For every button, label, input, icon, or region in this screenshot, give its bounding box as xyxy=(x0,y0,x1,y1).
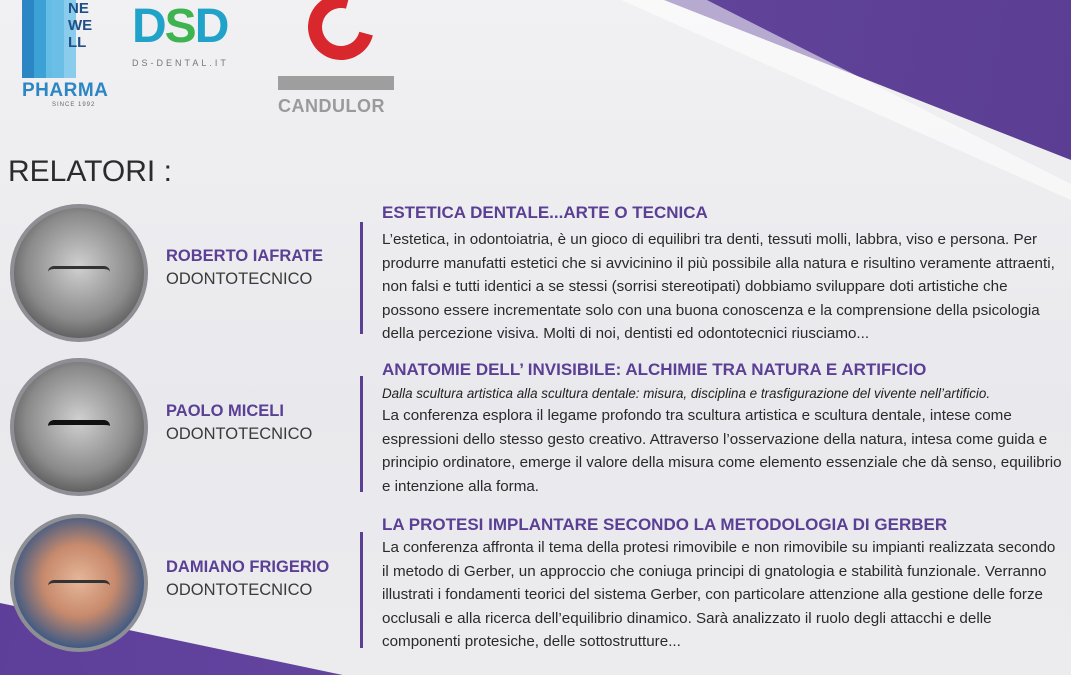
speaker-divider xyxy=(360,376,363,492)
talk-title: ESTETICA DENTALE...ARTE O TECNICA xyxy=(382,203,708,222)
newell-logo-letters: NE WE LL xyxy=(68,0,93,51)
speaker-role: ODONTOTECNICO xyxy=(166,270,313,288)
talk-body: La conferenza affronta il tema della protesi rimovibile e non rimovibile su impianti realizzata secondo il metodo di Gerber, un approccio che coniuga principi di gnatologia e stabilità funzionale. Verranno illustrati i fondamenti teorici del sistema Gerber, con particolare attenzione alla gestione delle forze occlusali e alla ricerca dell’equilibrio dinamico. Sarà analizzato il ruolo degli attacchi e delle componenti protesiche, delle sottostrutture... xyxy=(382,539,1056,650)
speaker-name: DAMIANO FRIGERIO xyxy=(166,558,330,576)
newell-logo-since: SINCE 1992 xyxy=(52,102,96,108)
speaker-photo xyxy=(10,204,148,342)
talk-title: LA PROTESI IMPLANTARE SECONDO LA METODOLOGIA DI GERBER xyxy=(382,515,948,534)
talk-subtitle: Dalla scultura artistica alla scultura dentale: misura, disciplina e trasfigurazione del vivente nell’artificio. xyxy=(382,386,991,401)
dsd-logo-mark: DSD xyxy=(132,0,228,53)
newell-pharma-logo xyxy=(22,0,109,112)
speaker-name: PAOLO MICELI xyxy=(166,402,284,420)
speaker-name: ROBERTO IAFRATE xyxy=(166,247,324,265)
speaker-role: ODONTOTECNICO xyxy=(166,581,313,599)
dsd-logo-url: DS-DENTAL.IT xyxy=(132,58,229,68)
speaker-role: ODONTOTECNICO xyxy=(166,425,313,443)
talk-body: L’estetica, in odontoiatria, è un gioco di equilibri tra denti, tessuti molli, labbra, viso e persona. Per produrre manufatti estetici che si avvicinino il più possibile alla natura e risultino veramente attraenti, non falsi e tutti identici a se stessi (sorrisi stereotipati) dobbiamo sviluppare doti artistiche che possono essere incrementate solo con una buona conoscenza e la comprensione della psicologia della percezione visiva. Molti di noi, dentisti ed odontotecnici riusciamo... xyxy=(382,231,1055,342)
talk-title: ANATOMIE DELL’ INVISIBILE: ALCHIMIE TRA NATURA E ARTIFICIO xyxy=(382,360,927,379)
candulor-c-mark xyxy=(296,0,386,72)
talk-body: La conferenza esplora il legame profondo tra scultura artistica e scultura dentale, intese come espressioni dello stesso gesto creativo. Attraverso l’osservazione della natura, intesa come guida e principio ordinatore, emerge il valore della misura come elemento essenziale che dà senso, equilibrio e intenzione alla forma. xyxy=(382,407,1062,495)
dsd-logo xyxy=(132,2,268,82)
candulor-logo xyxy=(278,0,396,118)
speaker-photo xyxy=(10,514,148,652)
speaker-divider xyxy=(360,222,363,334)
newell-logo-name: PHARMA xyxy=(22,80,109,101)
section-title: RELATORI : xyxy=(8,155,172,188)
candulor-logo-name: CANDULOR xyxy=(278,96,385,116)
candulor-bar xyxy=(278,76,394,90)
speaker-divider xyxy=(360,532,363,648)
speaker-photo xyxy=(10,358,148,496)
